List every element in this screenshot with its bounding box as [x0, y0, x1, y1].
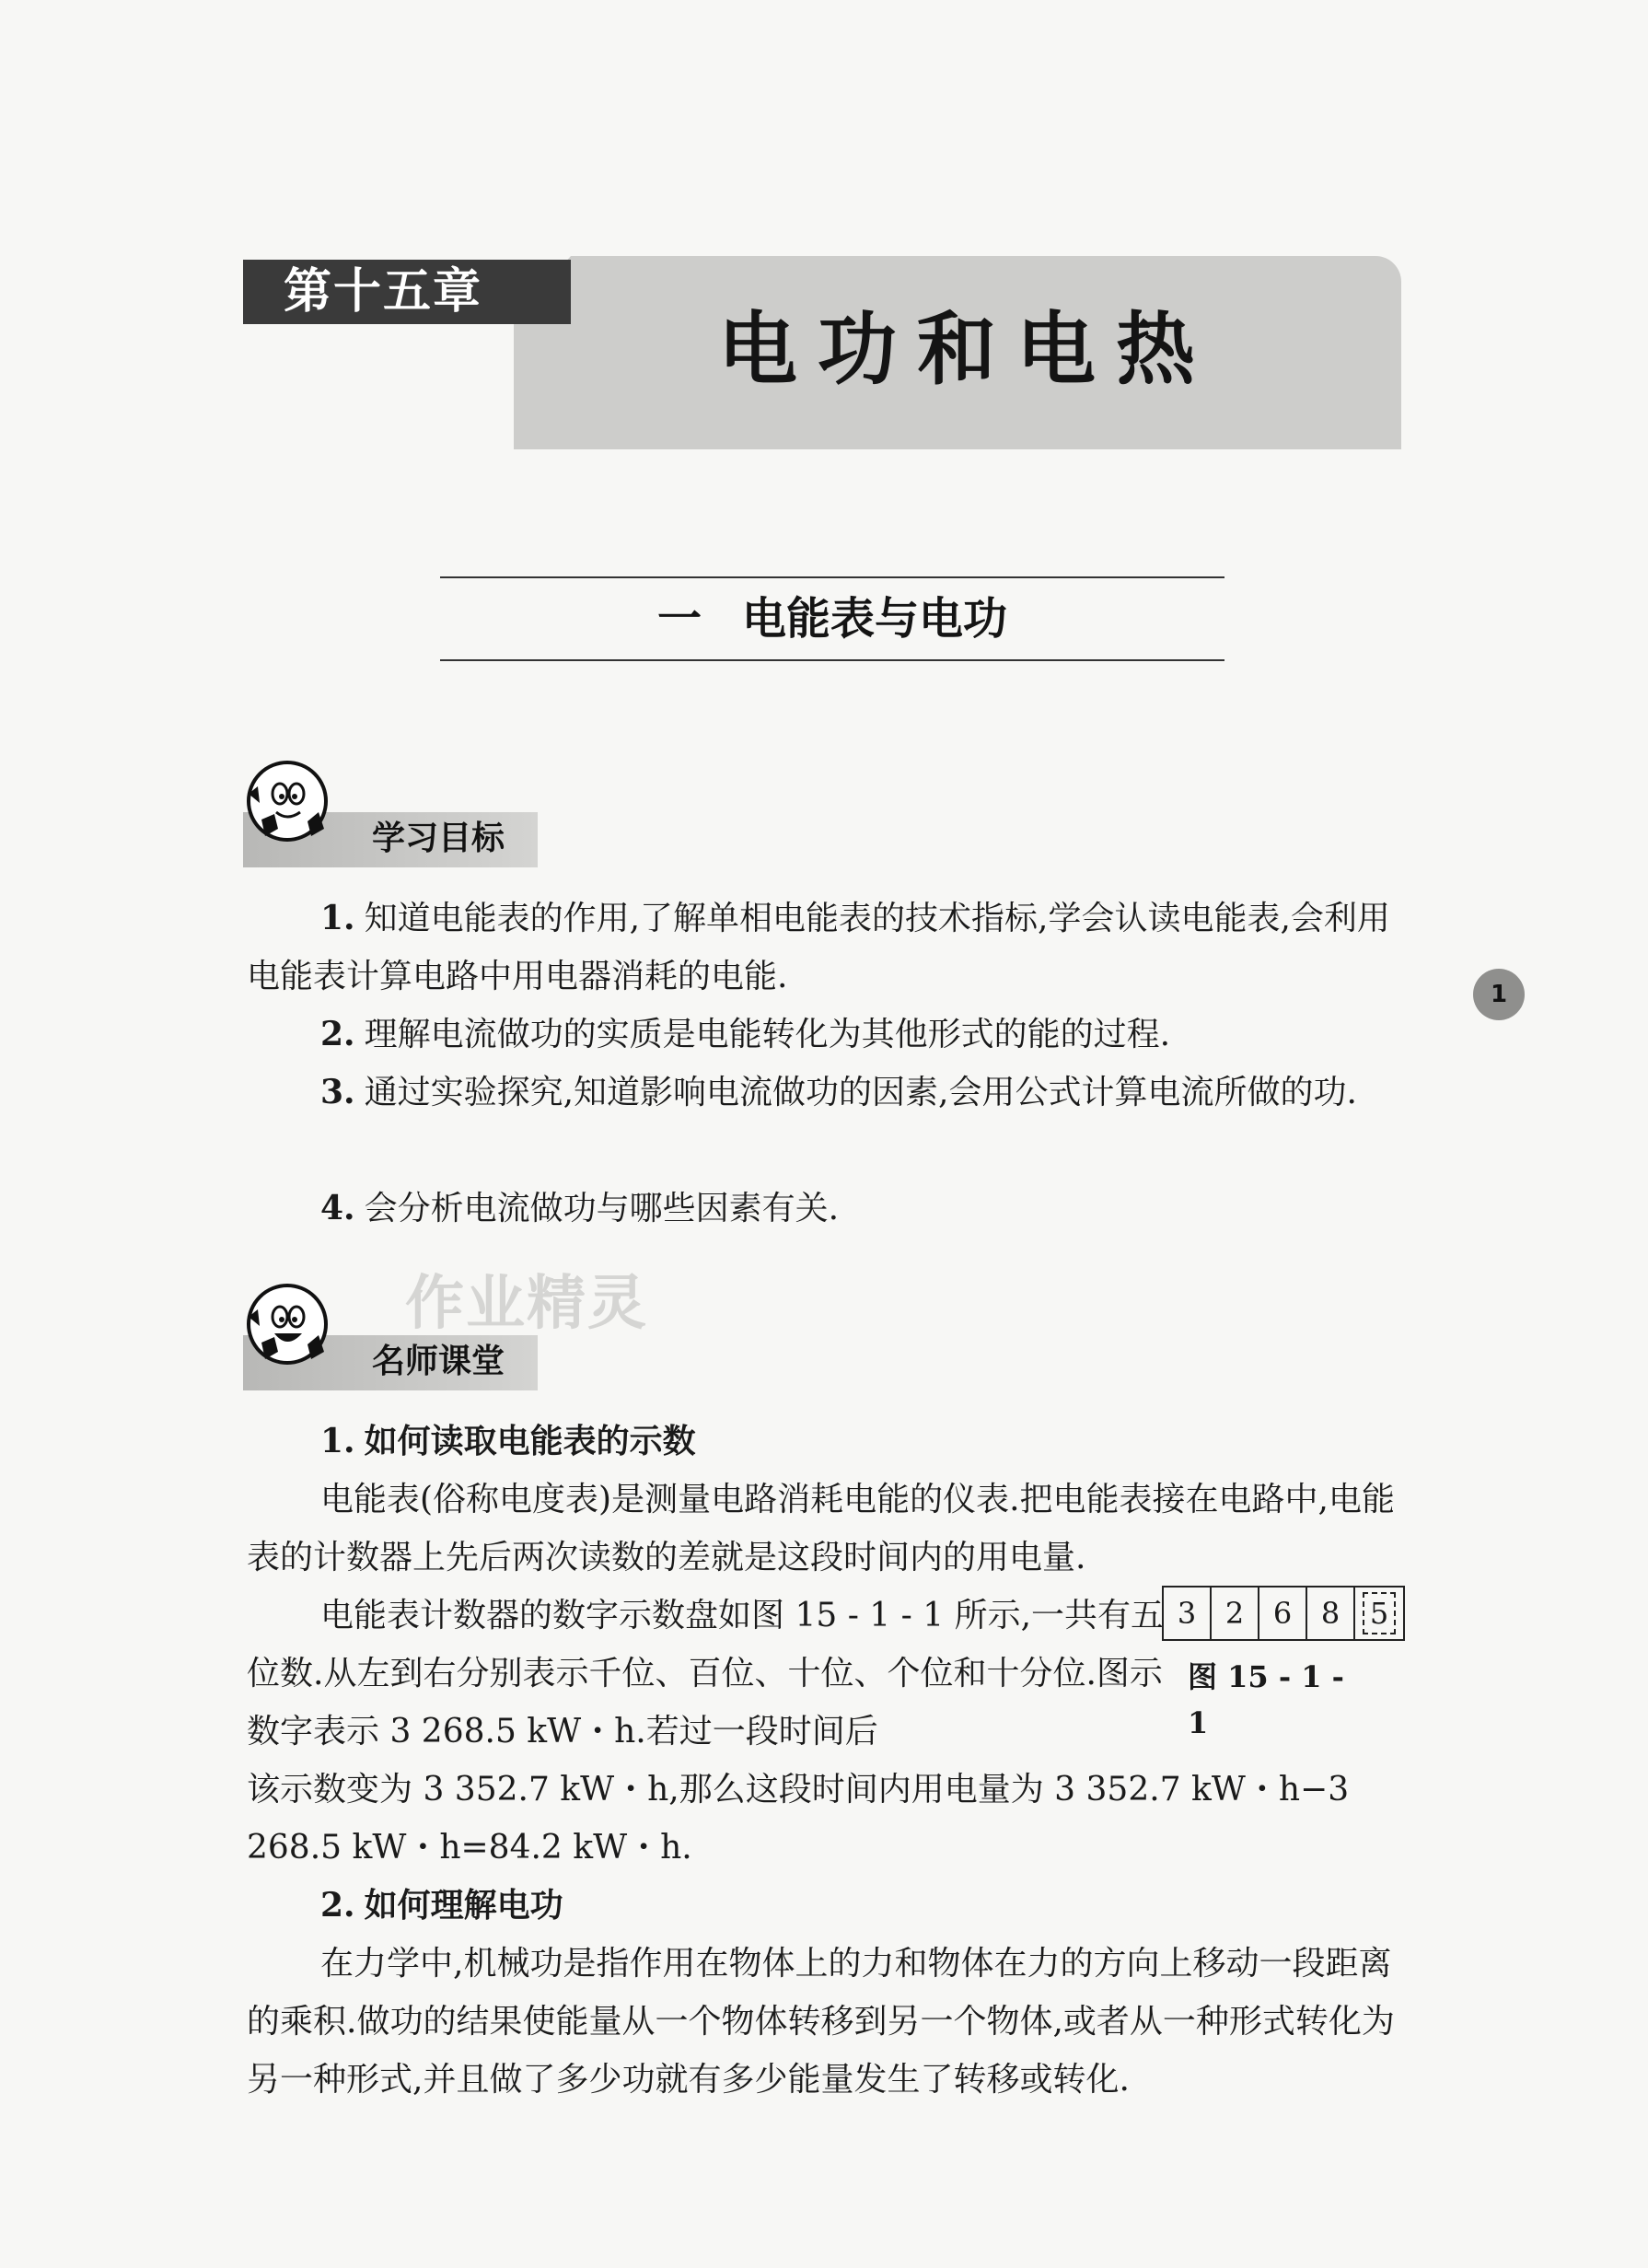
heading-text: 如何读取电能表的示数 [364, 1422, 696, 1460]
objective-text: 会分析电流做功与哪些因素有关. [364, 1190, 840, 1227]
classroom-paragraph-2-continued: 该示数变为 3 352.7 kW・h,那么这段时间内用电量为 3 352.7 kW・h−3 268.5 kW・h=84.2 kW・h. [247, 1771, 1350, 1867]
objective-text: 通过实验探究,知道影响电流做功的因素,会用公式计算电流所做的功. [364, 1074, 1357, 1111]
soccer-ball-mascot-icon [243, 748, 331, 849]
objective-text: 理解电流做功的实质是电能转化为其他形式的能的过程. [364, 1016, 1171, 1053]
page-number-badge: 1 [1473, 969, 1525, 1020]
section-rule-top [440, 576, 1224, 578]
chapter-title: 电功和电热 [718, 304, 1215, 396]
objective-number: 4. [320, 1189, 355, 1227]
meter-digit: 8 [1307, 1588, 1355, 1639]
objective-item-1 [247, 890, 1416, 1006]
heading-text: 如何理解电功 [364, 1886, 563, 1925]
meter-digit: 6 [1259, 1588, 1307, 1639]
classroom-heading-2 [247, 1877, 1416, 1935]
meter-decimal-value: 5 [1363, 1592, 1396, 1634]
heading-number: 1. [320, 1422, 355, 1460]
module-header-objectives [243, 748, 538, 867]
objective-item-4 [247, 1180, 1416, 1238]
objective-item-3 [247, 1064, 1416, 1122]
section-rule-bottom [440, 659, 1224, 661]
objective-text: 知道电能表的作用,了解单相电能表的技术指标,学会认读电能表,会利用电能表计算电路中用电器消耗的电能. [247, 900, 1390, 995]
objective-number: 2. [320, 1015, 355, 1053]
section-number: 一 [656, 593, 702, 645]
objective-number: 3. [320, 1073, 355, 1111]
watermark-logo: 作业精灵 [405, 1270, 648, 1338]
objective-item-2 [247, 1006, 1416, 1064]
figure-caption: 图 15 - 1 - 1 [1188, 1659, 1344, 1740]
classroom-paragraph-3: 在力学中,机械功是指作用在物体上的力和物体在力的方向上移动一段距离的乘积.做功的结果使能量从一个物体转移到另一个物体,或者从一种形式转化为另一种形式,并且做了多少功就有多少能量发生了转移或转化. [247, 1945, 1395, 2099]
heading-number: 2. [320, 1886, 355, 1925]
section-title-text: 电能表与电功 [742, 593, 1008, 645]
classroom-paragraph-1: 电能表(俗称电度表)是测量电路消耗电能的仪表.把电能表接在电路中,电能表的计数器上先后两次读数的差就是这段时间内的用电量. [247, 1481, 1395, 1576]
classroom-paragraph-2: 电能表计数器的数字示数盘如图 15 - 1 - 1 所示,一共有五位数.从左到右分别表示千位、百位、十位、个位和十分位.图示数字表示 3 268.5 kW・h.若过一段时间后 [247, 1597, 1165, 1750]
section-title [440, 580, 1224, 657]
soccer-ball-mascot-icon [243, 1271, 331, 1372]
meter-digit-display [1162, 1586, 1405, 1641]
meter-digit: 3 [1164, 1588, 1212, 1639]
classroom-heading-1 [247, 1413, 1416, 1471]
meter-decimal-digit [1355, 1588, 1403, 1639]
chapter-label: 第十五章 [243, 260, 571, 324]
meter-digit: 2 [1212, 1588, 1259, 1639]
module-label-objectives: 学习目标 [372, 820, 505, 857]
module-label-classroom: 名师课堂 [372, 1343, 505, 1380]
objective-number: 1. [320, 899, 355, 937]
